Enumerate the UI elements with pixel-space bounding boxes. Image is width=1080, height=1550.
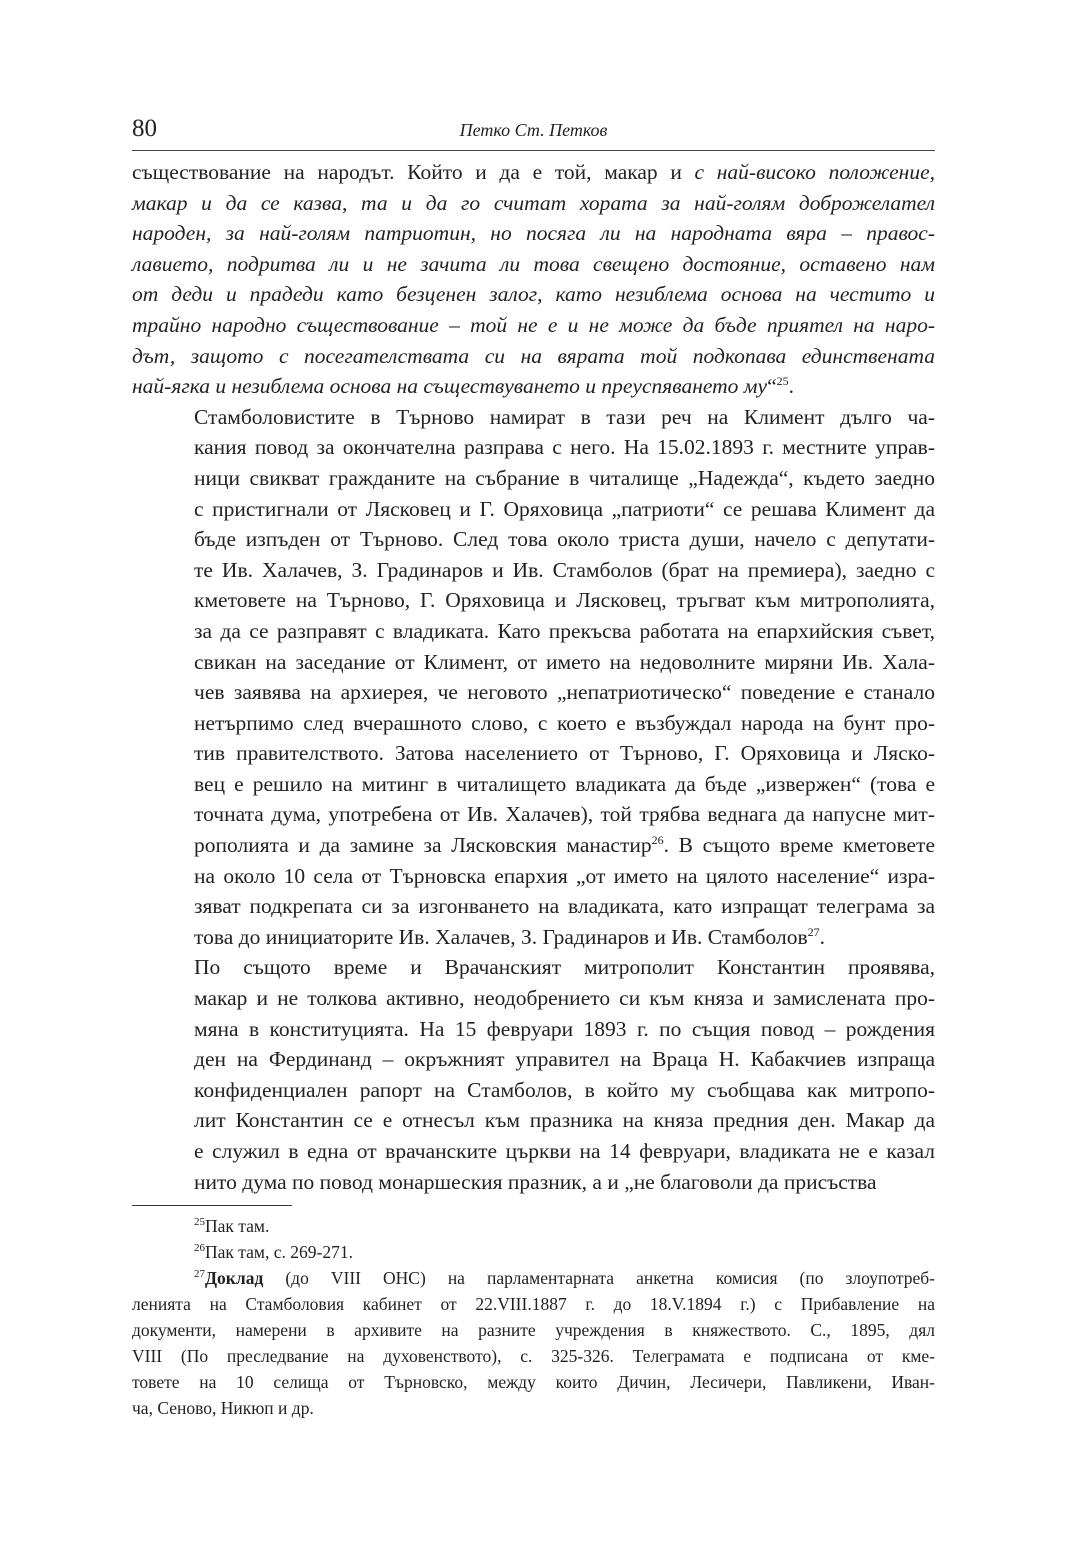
- text-line: [132, 677, 935, 708]
- text-line: [132, 432, 935, 463]
- text-run: ници свикват гражданите на събрание в читалище „Надежда“, където заедно: [194, 465, 935, 490]
- footnote-line: [132, 1317, 935, 1343]
- body-text: [132, 157, 935, 1197]
- text-run: лавието, подритва ли и не зачита ли това свещено достояние, оставено нам: [132, 251, 935, 276]
- footnote-line: [132, 1395, 935, 1421]
- footnote-ref: 26: [651, 833, 664, 848]
- text-line: [132, 524, 935, 555]
- text-run: лит Константин се е отнесъл към празника на княза предния ден. Макар да: [194, 1108, 935, 1133]
- paragraph: [132, 402, 935, 953]
- text-line: [132, 1105, 935, 1136]
- text-line: [132, 1014, 935, 1045]
- text-run: (до VIII ОНС) на парламентарната анкетна комисия (по злоупотреб-: [263, 1268, 935, 1288]
- text-run: трайно народно съществование – той не е и не може да бъде приятел на наро-: [132, 312, 935, 337]
- footnote-ref: 25: [776, 374, 789, 389]
- text-run: макар и не толкова активно, неодобрението си към княза и замислената про-: [194, 986, 935, 1011]
- text-line: [132, 555, 935, 586]
- text-line: [132, 891, 935, 922]
- text-run: Стамболовистите в Търново намират в тази реч на Климент дълго ча-: [194, 404, 935, 429]
- text-run: чев заявява на архиерея, че неговото „непатриотическо“ поведение е станало: [194, 680, 935, 705]
- text-line: [132, 188, 935, 219]
- text-line: [132, 371, 935, 402]
- text-run: VIII (По преследвание на духовенството), с. 325-326. Телеграмата е подписана от кме-: [132, 1346, 935, 1366]
- text-line: [132, 952, 935, 983]
- footnote-separator: [132, 1205, 292, 1206]
- text-line: [132, 647, 935, 678]
- text-run: тив правителството. Затова населението от Търново, Г. Оряховица и Ляско-: [194, 741, 935, 766]
- text-run: с най-високо положение,: [694, 160, 935, 184]
- text-line: [132, 1075, 935, 1106]
- footnote-ref: 25: [194, 1216, 205, 1228]
- text-run: По същото време и Врачанският митрополит Константин проявява,: [194, 955, 935, 980]
- footnote-line: [132, 1291, 935, 1317]
- text-run: точната дума, употребена от Ив. Халачев), той трябва веднага да напусне мит-: [194, 802, 935, 827]
- text-line: [132, 983, 935, 1014]
- text-run: съществование на народът. Който и да е той, макар и: [132, 160, 695, 184]
- text-line: [132, 249, 935, 280]
- text-run: бъде изпъден от Търново. След това около триста души, начело с депутати-: [194, 527, 935, 552]
- text-run: мяна в конституцията. На 15 февруари 1893 г. по същия повод – рождения: [194, 1016, 935, 1041]
- footnote-ref: 27: [807, 924, 820, 939]
- text-run: най-ягка и незиблема основа на съществуването и преуспяването му: [132, 374, 768, 399]
- text-run: .: [819, 924, 826, 949]
- text-line: [132, 799, 935, 830]
- text-run: те Ив. Халачев, З. Градинаров и Ив. Стамболов (брат на премиера), заедно с: [194, 557, 935, 582]
- text-run: на около 10 села от Търновска епархия „от името на цялото население“ изра-: [194, 863, 935, 888]
- footnotes: [132, 1213, 935, 1421]
- text-run: Пак там, с. 269-271.: [205, 1242, 353, 1262]
- text-line: [132, 585, 935, 616]
- text-run: от деди и прадеди като безценен залог, като незиблема основа на честито и: [132, 282, 935, 307]
- text-run: ленията на Стамболовия кабинет от 22.VIII.1887 г. до 18.V.1894 г.) с Прибавление на: [132, 1294, 935, 1314]
- footnote-line: [132, 1265, 935, 1291]
- text-run: товете на 10 селища от Търновско, между които Дичин, Лесичери, Павликени, Иван-: [132, 1372, 935, 1392]
- footnote-line: [132, 1369, 935, 1395]
- text-run: “: [767, 374, 777, 399]
- text-line: [132, 830, 935, 861]
- footnote-ref: 26: [194, 1242, 205, 1254]
- text-run: кания повод за окончателна разправа с него. На 15.02.1893 г. местните управ-: [194, 435, 935, 460]
- text-run: нетърпимо след вчерашното слово, с което е възбуждал народа на бунт про-: [194, 710, 935, 735]
- text-run: свикан на заседание от Климент, от името на недоволните миряни Ив. Хала-: [194, 649, 935, 674]
- text-line: [132, 1167, 935, 1198]
- text-line: [132, 218, 935, 249]
- text-line: [132, 769, 935, 800]
- text-run: за да се разправят с владиката. Като прекъсва работата на епархийския съвет,: [194, 618, 935, 643]
- text-line: [132, 157, 935, 188]
- text-line: [132, 279, 935, 310]
- paragraph: [132, 157, 935, 402]
- text-line: [132, 310, 935, 341]
- paragraph: [132, 952, 935, 1197]
- text-run: . В същото време кметовете: [663, 833, 935, 858]
- text-line: [132, 738, 935, 769]
- page-number: 80: [132, 115, 157, 142]
- text-line: [132, 708, 935, 739]
- text-line: [132, 341, 935, 372]
- text-run: това до инициаторите Ив. Халачев, З. Градинаров и Ив. Стамболов: [194, 924, 808, 949]
- footnote-line: [132, 1343, 935, 1369]
- text-run: е служил в една от врачанските църкви на 14 февруари, владиката не е казал: [194, 1139, 935, 1163]
- text-run: кметовете на Търново, Г. Оряховица и Лясковец, тръгват към митрополията,: [194, 588, 935, 613]
- text-line: [132, 402, 935, 433]
- text-line: [132, 1136, 935, 1167]
- text-line: [132, 616, 935, 647]
- text-line: [132, 494, 935, 525]
- footnote-line: [132, 1213, 935, 1239]
- text-run: ча, Сеново, Никюп и др.: [132, 1398, 314, 1418]
- text-run: документи, намерени в архивите на разните учреждения в княжеството. С., 1895, дял: [132, 1320, 935, 1340]
- text-run: вец е решило на митинг в читалището владиката да бъде „извержен“ (това е: [194, 771, 935, 796]
- text-run: Доклад: [205, 1268, 264, 1288]
- text-run: дът, защото с посегателствата си на вярата той подкопава единствената: [132, 343, 935, 368]
- text-run: с пристигнали от Лясковец и Г. Оряховица „патриоти“ се решава Климент да: [194, 496, 935, 521]
- text-line: [132, 1044, 935, 1075]
- footnote-ref: 27: [194, 1268, 205, 1280]
- footnote-line: [132, 1239, 935, 1265]
- text-run: макар и да се казва, та и да го считат хората за най-голям доброжелател: [132, 190, 935, 215]
- text-line: [132, 922, 935, 953]
- text-run: рополията и да замине за Лясковския манастир: [194, 833, 652, 858]
- text-run: конфиденциален рапорт на Стамболов, в който му съобщава как митропо-: [194, 1077, 935, 1102]
- text-run: Пак там.: [205, 1216, 270, 1236]
- text-line: [132, 463, 935, 494]
- text-run: ден на Фердинанд – окръжният управител на Враца Н. Кабакчиев изпраща: [194, 1047, 935, 1072]
- text-line: [132, 861, 935, 892]
- running-header: [132, 112, 935, 151]
- text-run: нито дума по повод монаршеския празник, а и „не благоволи да присъства: [194, 1169, 877, 1194]
- text-run: зяват подкрепата си за изгонването на владиката, като изпращат телеграма за: [194, 894, 935, 919]
- text-run: .: [788, 374, 794, 399]
- text-run: народен, за най-голям патриотин, но посяга ли на народната вяра – правос-: [132, 221, 935, 246]
- running-title: Петко Ст. Петков: [459, 120, 608, 140]
